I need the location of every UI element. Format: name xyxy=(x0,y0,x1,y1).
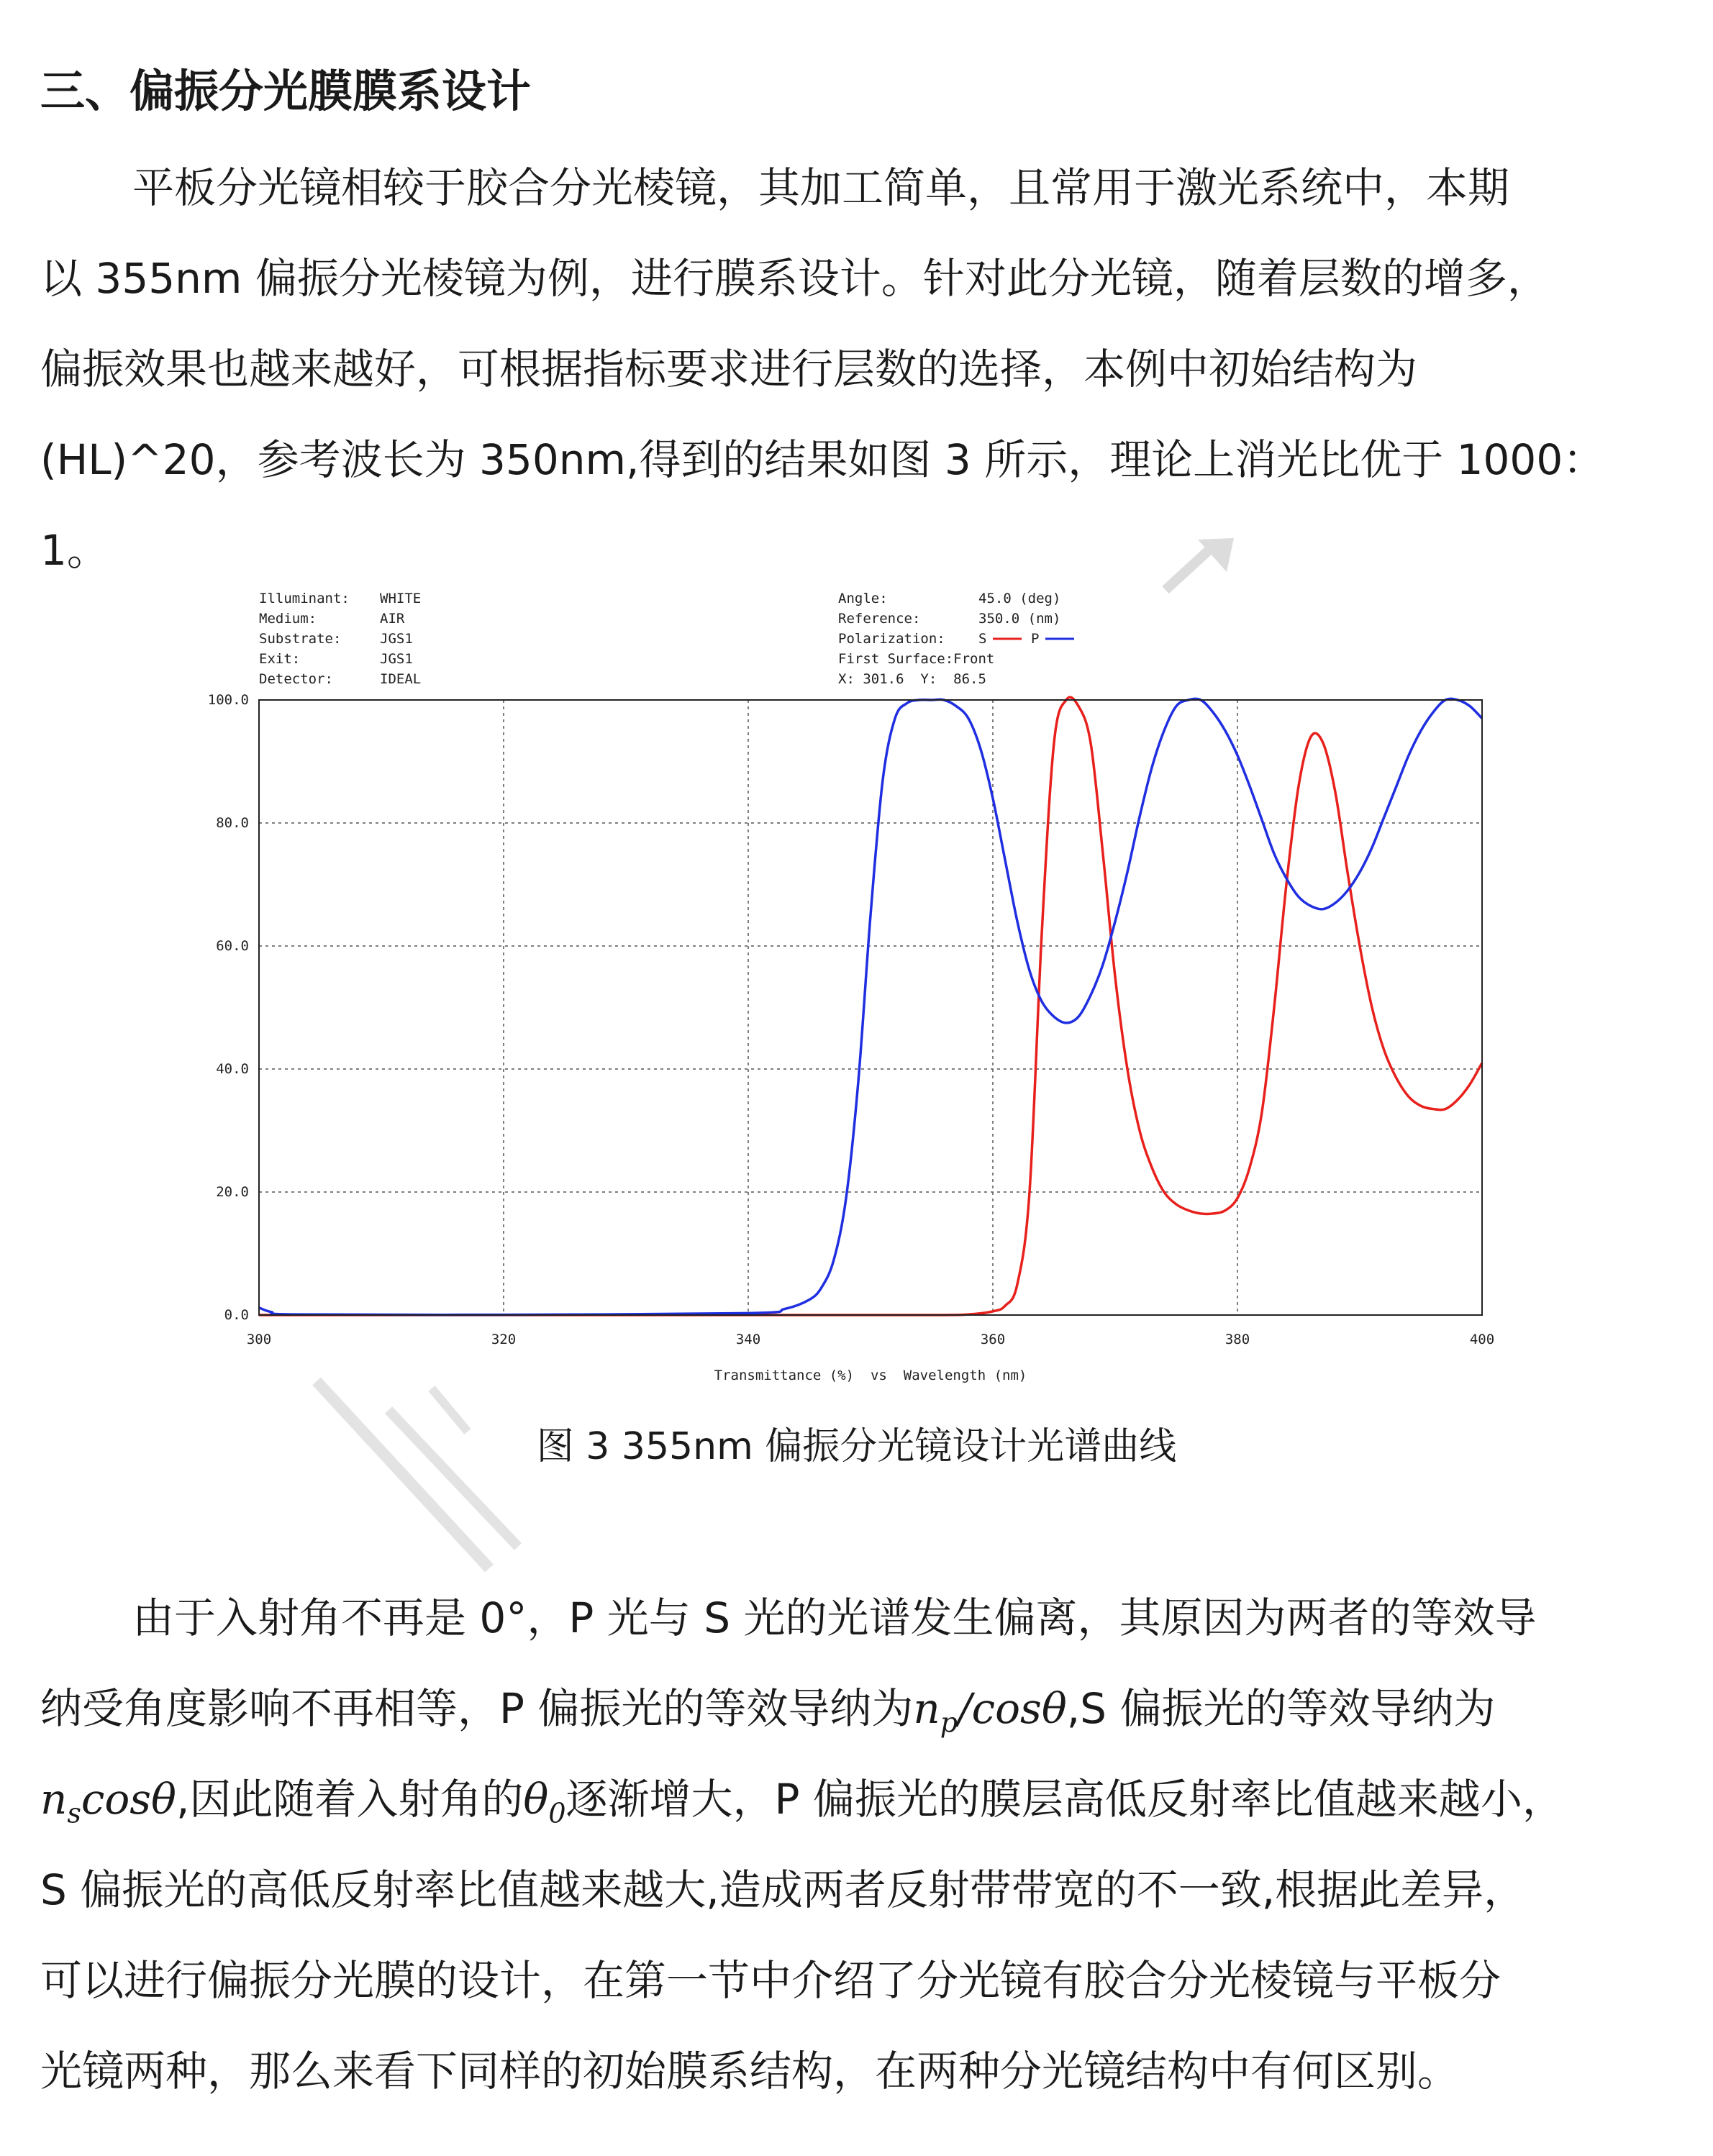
info-medium-label: Medium: xyxy=(259,611,317,627)
info-illuminant-label: Illuminant: xyxy=(259,591,350,606)
y-tick-label: 80.0 xyxy=(216,815,249,831)
y-tick-label: 60.0 xyxy=(216,938,249,954)
section-heading: 三、偏振分光膜膜系设计 xyxy=(40,65,532,117)
x-tick-label: 320 xyxy=(491,1332,517,1347)
text-run: 逐渐增大，P 偏振光的膜层高低反射率比值越来越小， xyxy=(565,1775,1564,1824)
info-angle-value: 45.0 (deg) xyxy=(978,591,1061,606)
info-illuminant-value: WHITE xyxy=(380,591,422,606)
info-reference-value: 350.0 (nm) xyxy=(978,611,1061,627)
x-tick-label: 340 xyxy=(735,1332,761,1347)
math-symbol: cosθ xyxy=(81,1775,176,1824)
info-first-surface: First Surface:Front xyxy=(838,651,995,667)
x-tick-label: 400 xyxy=(1469,1332,1495,1347)
x-tick-label: 380 xyxy=(1224,1332,1250,1347)
math-subscript: 0 xyxy=(548,1797,566,1829)
spectrum-chart xyxy=(173,583,1525,1388)
paragraph-line: 可以进行偏振分光膜的设计，在第一节中介绍了分光镜有胶合分光棱镜与平板分 xyxy=(40,1956,1501,2005)
x-tick-label: 300 xyxy=(246,1332,272,1347)
paragraph-line: 1。 xyxy=(40,526,109,575)
paragraph-explanation xyxy=(40,1573,1673,2116)
y-tick-label: 20.0 xyxy=(216,1184,249,1200)
figure-caption: 图 3 355nm 偏振分光镜设计光谱曲线 xyxy=(536,1425,1177,1468)
math-symbol: n xyxy=(913,1684,940,1733)
y-tick-label: 100.0 xyxy=(207,692,249,708)
info-cursor-readout: X: 301.6 Y: 86.5 xyxy=(838,671,986,687)
y-tick-label: 40.0 xyxy=(216,1061,249,1077)
paragraph-line: 平板分光镜相较于胶合分光棱镜，其加工简单，且常用于激光系统中，本期 xyxy=(132,163,1510,212)
info-angle-label: Angle: xyxy=(838,591,888,606)
chart-series xyxy=(259,697,1482,1315)
paragraph-line: 偏振效果也越来越好，可根据指标要求进行层数的选择，本例中初始结构为 xyxy=(40,345,1418,394)
info-reference-label: Reference: xyxy=(838,611,921,627)
info-medium-value: AIR xyxy=(380,611,405,627)
paragraph-line xyxy=(40,1663,1673,1754)
math-subscript: s xyxy=(67,1797,81,1829)
math-symbol: n xyxy=(40,1775,68,1824)
info-detector-label: Detector: xyxy=(259,671,333,687)
paragraph-line xyxy=(40,1754,1673,1845)
math-subscript: p xyxy=(940,1706,958,1739)
info-exit-label: Exit: xyxy=(259,651,301,667)
paragraph-line: (HL)^20，参考波长为 350nm,得到的结果如图 3 所示，理论上消光比优于 1000： xyxy=(40,435,1605,484)
legend-s-label: S xyxy=(978,631,987,647)
info-exit-value: JGS1 xyxy=(380,651,413,667)
spectrum-chart-svg xyxy=(173,583,1525,1388)
info-polarization-label: Polarization: xyxy=(838,631,945,647)
info-detector-value: IDEAL xyxy=(380,671,422,687)
paragraph-line: 由于入射角不再是 0°，P 光与 S 光的光谱发生偏离，其原因为两者的等效导 xyxy=(132,1593,1537,1642)
x-tick-label: 360 xyxy=(980,1332,1006,1347)
chart-ticks xyxy=(208,692,1494,1347)
math-symbol: /cosθ xyxy=(958,1684,1067,1733)
paragraph-line: 以 355nm 偏振分光棱镜为例，进行膜系设计。针对此分光镜，随着层数的增多， xyxy=(40,254,1549,303)
x-axis-label: Transmittance (%) vs Wavelength (nm) xyxy=(714,1368,1027,1383)
text-run: 纳受角度影响不再相等，P 偏振光的等效导纳为 xyxy=(40,1684,914,1733)
paragraph-line: S 偏振光的高低反射率比值越来越大,造成两者反射带带宽的不一致,根据此差异， xyxy=(40,1865,1526,1914)
legend-p-label: P xyxy=(1031,631,1040,647)
math-symbol: θ xyxy=(523,1775,549,1824)
text-run: ,S 偏振光的等效导纳为 xyxy=(1066,1684,1496,1733)
y-tick-label: 0.0 xyxy=(224,1307,249,1323)
text-run: ,因此随着入射角的 xyxy=(176,1775,524,1824)
info-substrate-value: JGS1 xyxy=(380,631,413,647)
paragraph-line: 光镜两种，那么来看下同样的初始膜系结构，在两种分光镜结构中有何区别。 xyxy=(40,2047,1460,2096)
watermark-mark-icon xyxy=(302,1367,590,1583)
series-line-s xyxy=(259,697,1482,1315)
paragraph-intro xyxy=(40,142,1673,596)
info-substrate-label: Substrate: xyxy=(259,631,342,647)
